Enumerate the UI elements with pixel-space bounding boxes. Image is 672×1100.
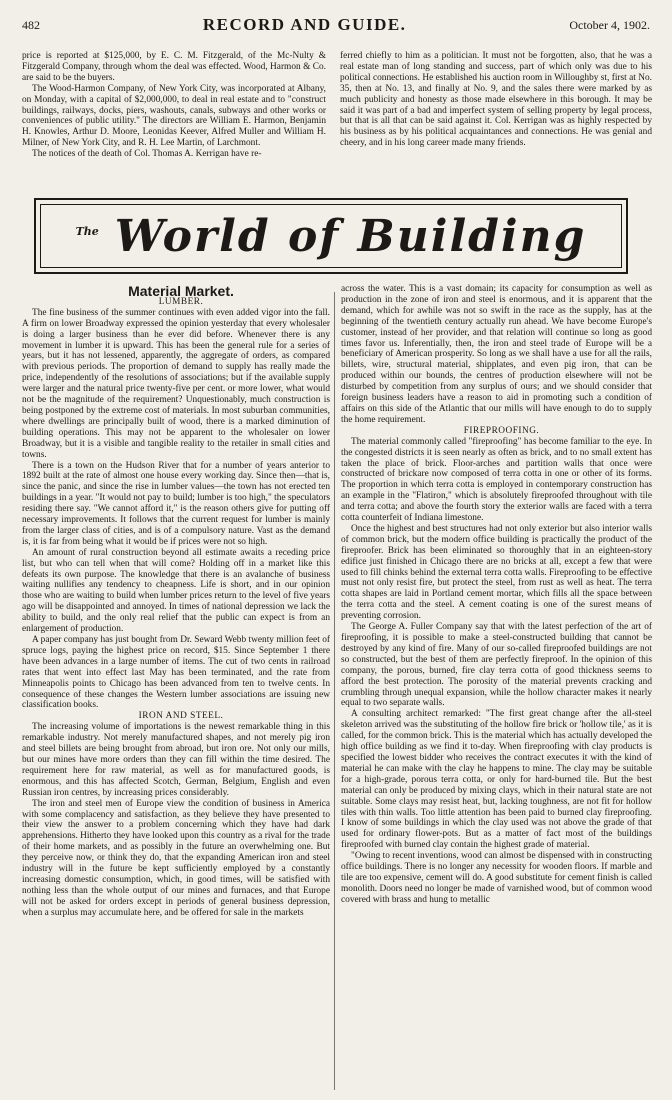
top-left-column [22,51,326,181]
page-number: 482 [22,17,40,32]
page-header [22,14,650,36]
issue-date: October 4, 1902. [569,17,650,32]
section-heading: Material Market. [128,286,234,299]
left-main-column [22,286,330,1092]
paragraph: The fine business of the summer continues with even added vigor into the fall. A firm on lower Broadway expressed the opinion yesterday that every wholesaler is doing a larger business than he ever did before. Whenever there is any movement in lumber it is upward. This has been the general rule for a series of years, but it has not lessened, apparently, the aggregate of orders, as compared with previous periods. The proportion of demand to supply has really made the price, independently of the resolutions of associations; but if the available supply were larger and the natural price twenty-five per cent. or more lower, what would not be the magnitude of the requirement? Unquestionably, much construction is being postponed by the extreme cost of materials. In most suburban communities, where dwellings are principally built of wood, there is a marked diminution of building operations. This may not be apparent to the wholesaler on lower Broadway, but it is a visible and tangible reality to the retailer in small cities and towns. [22,307,330,460]
paragraph: There is a town on the Hudson River that for a number of years anterior to 1892 built at the rate of almost one house every working day. Since then—that is, since the panic, and since the rise in lumber values—the town has not erected ten buildings in a year. "It would not pay to build; lumber is too high," the speculators residing there say. "We cannot afford it," is the reason others give for putting off necessary improvements. It follows that the current request for lumber is mainly from the larger class of cities, and is of a compulsory nature. Vast as the demand is, it is far from being what it would be if prices were not so high. [22,460,330,547]
paragraph: A paper company has just bought from Dr. Seward Webb twenty million feet of spruce logs, paying the highest price on record, $15. Since September 1 there have been advances in a large number of items. The cut of two cents in railroad rates that went into effect last May has been terminated, and the rate from Minneapolis points to Chicago has been advanced from ten to twelve cents. In consequence of these changes the Western lumber associations are issuing new classification books. [22,635,330,711]
paragraph: The Wood-Harmon Company, of New York City, was incorporated at Albany, on Monday, with a capital of $2,000,000, to deal in real estate and to "construct buildings, railways, docks, piers, washouts, canals, subways and other works or conveniences of public utility." The directors are William E. Harmon, Benjamin H. Knowles, Arthur D. Moore, Leonidas Keever, Alfred Muller and William H. Milner, of New York City, and R. H. Lee Martin, of Larchmont. [22,83,326,149]
banner-the: The [75,224,99,238]
paragraph: price is reported at $125,000, by E. C. M. Fitzgerald, of the Mc-Nulty & Fitzgerald Company, through whom the deal was effected. Wood, Harmon & Co. are said to be the buyers. [22,51,326,83]
paragraph: ferred chiefly to him as a politician. It must not be forgotten, also, that he was a real estate man of long standing and success, part of which only was due to his political connections. He established his auction room in Willoughby st, first at No. 35, then at No. 13, and finally at No. 9, and the sales there were marked by as much publicity and honesty as those made elsewhere in this borough. It may be said it was part of a bad and imperfect system of selling property by legal process, but that is all that can be said against it. Col. Kerrigan was as highly respected by his business as by his political acquaintances and connections. He was genial and cheery, and in his long career made many friends. [340,51,652,149]
paragraph: The increasing volume of importations is the newest remarkable thing in this remarkable industry. Not merely manufactured shapes, and not merely pig iron and steel billets are being brought from abroad, but iron ore. Not only our mills, but our mines have more orders than they can fill within the time desired. The requirement here for raw material, as well as for manufactured goods, is enormous, and this has affected Scotch, German, Belgium, English and even Russian iron centres, by increasing prices considerably. [22,722,330,798]
right-main-column [341,284,652,1092]
paragraph: An amount of rural construction beyond all estimate awaits a receding price list, but who can tell when that will come? Holding off in a market like this defeats its own purpose. The knowledge that there is an avalanche of business waiting nullifies any tendency to cheapness. Life is short, and in our opinion those who are waiting to build when lumber prices return to the level of five years ago will be disappointed and annoyed. In times of national depression we lack the ability to build, and the only real relief that the public can expect is from an enlargement of production. [22,547,330,635]
paragraph: The George A. Fuller Company say that with the latest perfection of the art of fireproofing, it is possible to make a steel-constructed building that cannot be destroyed by any kind of fire. Many of our so-called fireproofed buildings are not so constructed, but the best of them are perfectly fireproof. In the opinion of this company, the porous, burned, fire clay terra cotta of good thickness seems to afford the best protection. The porosity of the material prevents cracking and crumbling through unequal expansion, while the hollow character makes it nearly equal to two separate walls. [341,622,652,709]
paragraph: across the water. This is a vast domain; its capacity for consumption as well as production in the zone of iron and steel is enormous, and it is apparent that the demand, which for awhile was not so swift in the race as the supply, has at the beginning of the twentieth century actually run ahead. We have become Europe's customer, instead of her provider, and that relation will continue so long as good times favor us. Inferentially, then, the iron and steel trade of Europe will be a beneficiary of American prosperity. So long as we shall have a use for all the rails, billets, wire, structural material, shipplates, and even pig iron, that can be produced within our bounds, the centres of production elsewhere will not be disturbed by competition from any surplus of ours; and we should consider that foreign business leaders have a reason to aid in promoting such a condition of affairs on this side of the Atlantic that our mills will have enough to do to supply the home requirement. [341,284,652,425]
subheading-fireproofing: FIREPROOFING. [463,425,540,436]
banner-title: World of Building [114,210,587,262]
paragraph: A consulting architect remarked: "The first great change after the all-steel skeleton arrived was the substituting of the hollow fire brick or 'hollow tile,' as it is called, for the common brick. This is the material which has actually developed the high office building as we find it to-day. When fireproofing with clay products is specified the lowest bidder who receives the contract executes it with the kind of material he can make with the clay he happens to mine. The clay may be suitable for a high-grade, porous terra cotta, or only for hard-burned tile. But the best material can only be produced by mixing clays, which in their natural state are not suitable. Some clays may resist heat, but, lacking toughness, are not fit for hollow tiles with thin walls. Too little attention has been paid to burned clay fireproofing. I know of some buildings in which the clay used was not above the grade of that used for ordinary flower-pots. But as a matter of fact most of the buildings fireproofed with burned clay contain the highest grade of material. [341,709,652,851]
section-banner [34,198,628,274]
paragraph: The material commonly called "fireproofing" has become familiar to the eye. In the congested districts it is seen nearly as often as brick, and to no small extent has taken the place of brick. Floor-arches and partition walls that once were constructed of brickare now composed of terra cotta in one or other of its forms. The proportion in which terra cotta is employed in contemporary construction has an example in the "Flatiron," which is absolutely fireproofed throughout with tile and terra cotta; and above the fourth story the exterior walls are faced with a terra cotta counterfeit of Indiana limestone. [341,436,652,524]
paragraph: Once the highest and best structures had not only exterior but also interior walls of common brick, but the modern office building is practically the product of the fireproofer. Brick has been eliminated so thoroughly that in an eighteen-story edifice just finished in Chicago there are no bricks at all, except a few that were used to fill chinks behind the external terra cotta walls. Fireproofing to be effective must not only resist fire, but protect the steel, from rust as well as heat. The terra cotta shapes are laid in Portland cement mortar, which fills all the space between the terra cotta and the steel. A cement coating is one of the surest means of preventing corrosion. [341,523,652,622]
subheading-iron-steel: IRON AND STEEL. [138,711,224,722]
paragraph: "Owing to recent inventions, wood can almost be dispensed with in constructing office buildings. There is no longer any necessity for wooden floors. If marble and tile are too expensive, cement will do. A good substitute for cement finish is called monolith. Doors need no longer be made of varnished wood, but of common wood covered with brass and hung to metallic [341,851,652,905]
column-divider [334,292,335,1090]
paragraph: The notices of the death of Col. Thomas A. Kerrigan have re- [32,149,262,160]
publication-title: RECORD AND GUIDE. [202,15,407,34]
subheading-lumber: LUMBER. [158,296,204,307]
banner-inner-frame [40,204,622,268]
paragraph: The iron and steel men of Europe view the condition of business in America with some complacency and satisfaction, as they believe they have presented to their view the answer to a problem concerning which they have had dark apprehensions. Hitherto they have looked upon this country as a rival for the trade of their home markets, and as possibly in the future an overwhelming one. But they perceive now, or think they do, that the expanding American iron and steel industry will in the future be kept sufficiently employed by a constantly increasing domestic consumption, which, in good times, will be satisfied with nothing less than the whole output of our mines and furnaces, and that Europe will not be asked for orders except in periods of general business depression, when a surplus may accumulate here, and be offered for sale in the markets [22,798,330,918]
top-right-column [340,51,652,181]
